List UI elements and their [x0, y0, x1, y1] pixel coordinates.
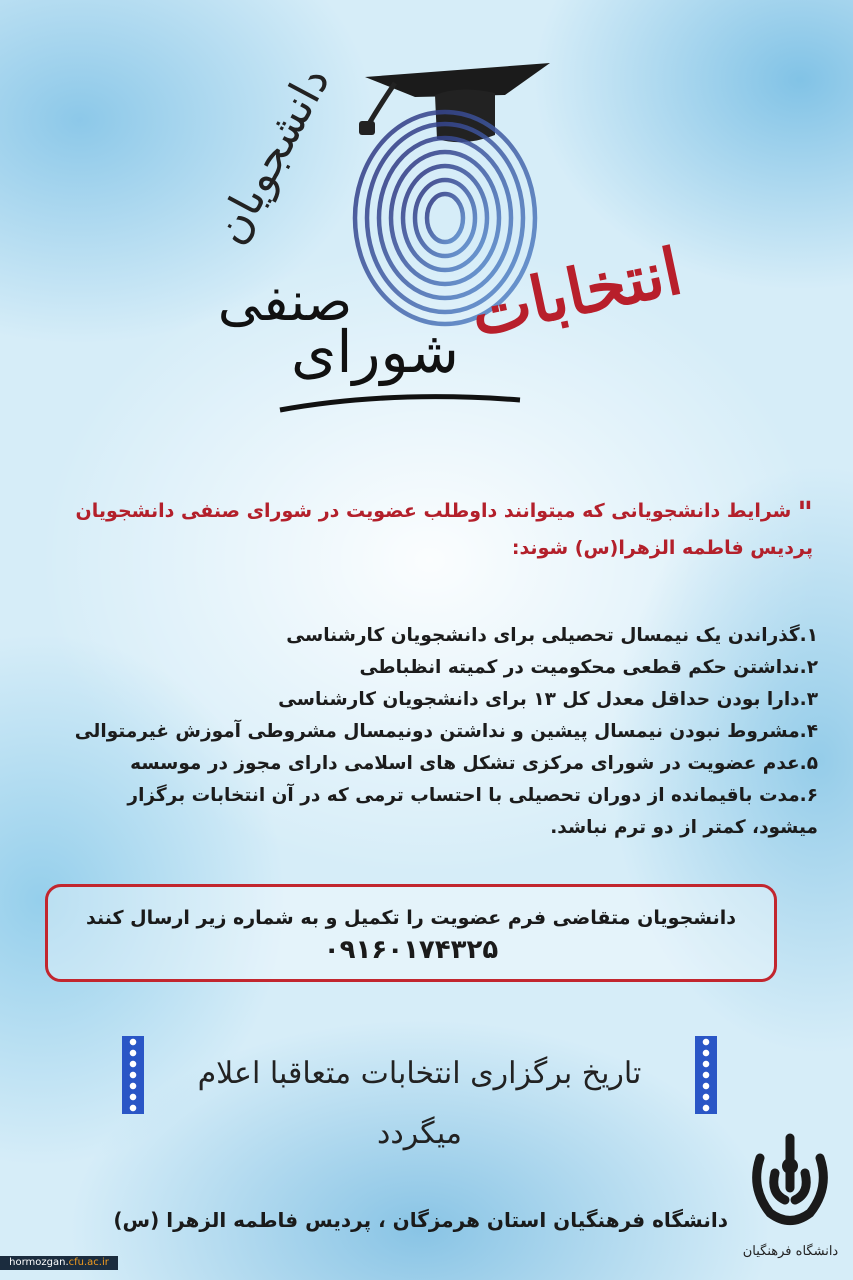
- university-logo-icon: [740, 1128, 840, 1253]
- url-prefix: hormozgan.: [9, 1257, 69, 1268]
- url-suffix: cfu.ac.ir: [68, 1257, 109, 1268]
- condition-item: ۴.مشروط نبودن نیمسال پیشین و نداشتن دونیمسال مشروطی آموزش غیرمتوالی: [74, 721, 818, 742]
- title-elections: انتخابات: [464, 234, 689, 352]
- phone-number: ۰۹۱۶۰۱۷۴۳۲۵: [323, 935, 499, 965]
- condition-item: ۲.نداشتن حکم قطعی محکومیت در کمیته انظباطی: [359, 657, 818, 678]
- submission-instruction: دانشجویان متقاضی فرم عضویت را تکمیل و به شماره زیر ارسال کنند: [86, 907, 736, 929]
- calligraphy-swash: [270, 360, 530, 420]
- website-url[interactable]: [0, 1256, 118, 1270]
- condition-item: میشود، کمتر از دو ترم نباشد.: [550, 817, 818, 838]
- intro-line-1: شرایط دانشجویانی که میتوانند داوطلب عضویت در شورای صنفی دانشجویان: [75, 500, 792, 522]
- condition-item: ۳.دارا بودن حداقل معدل کل ۱۳ برای دانشجویان کارشناسی: [278, 689, 818, 710]
- title-students: دانشجویان: [204, 58, 340, 253]
- intro-line-2: پردیس فاطمه الزهرا(س) شوند:: [511, 537, 813, 559]
- footer-university: دانشگاه فرهنگیان استان هرمزگان ، پردیس فاطمه الزهرا (س): [113, 1208, 728, 1232]
- dotted-bar-right: [695, 1036, 717, 1114]
- date-notice: تاریخ برگزاری انتخابات متعاقبا اعلام میگردد: [197, 1056, 642, 1151]
- condition-item: ۶.مدت باقیمانده از دوران تحصیلی با احتساب ترمی که در آن انتخابات برگزار: [127, 785, 818, 806]
- date-notice-bar: [122, 1036, 717, 1151]
- submission-notice-box: [45, 884, 777, 982]
- conditions-list: [28, 620, 818, 844]
- condition-item: ۵.عدم عضویت در شورای مرکزی تشکل های اسلامی دارای مجوز در موسسه: [130, 753, 818, 774]
- title-guild: صنفی: [217, 270, 353, 333]
- dotted-bar-left: [122, 1036, 144, 1114]
- conditions-heading: [33, 494, 813, 565]
- quote-mark: ": [797, 496, 813, 531]
- logo-caption: دانشگاه فرهنگیان: [742, 1244, 839, 1259]
- condition-item: ۱.گذراندن یک نیمسال تحصیلی برای دانشجویان کارشناسی: [286, 625, 818, 646]
- title-council: شورای: [290, 318, 460, 386]
